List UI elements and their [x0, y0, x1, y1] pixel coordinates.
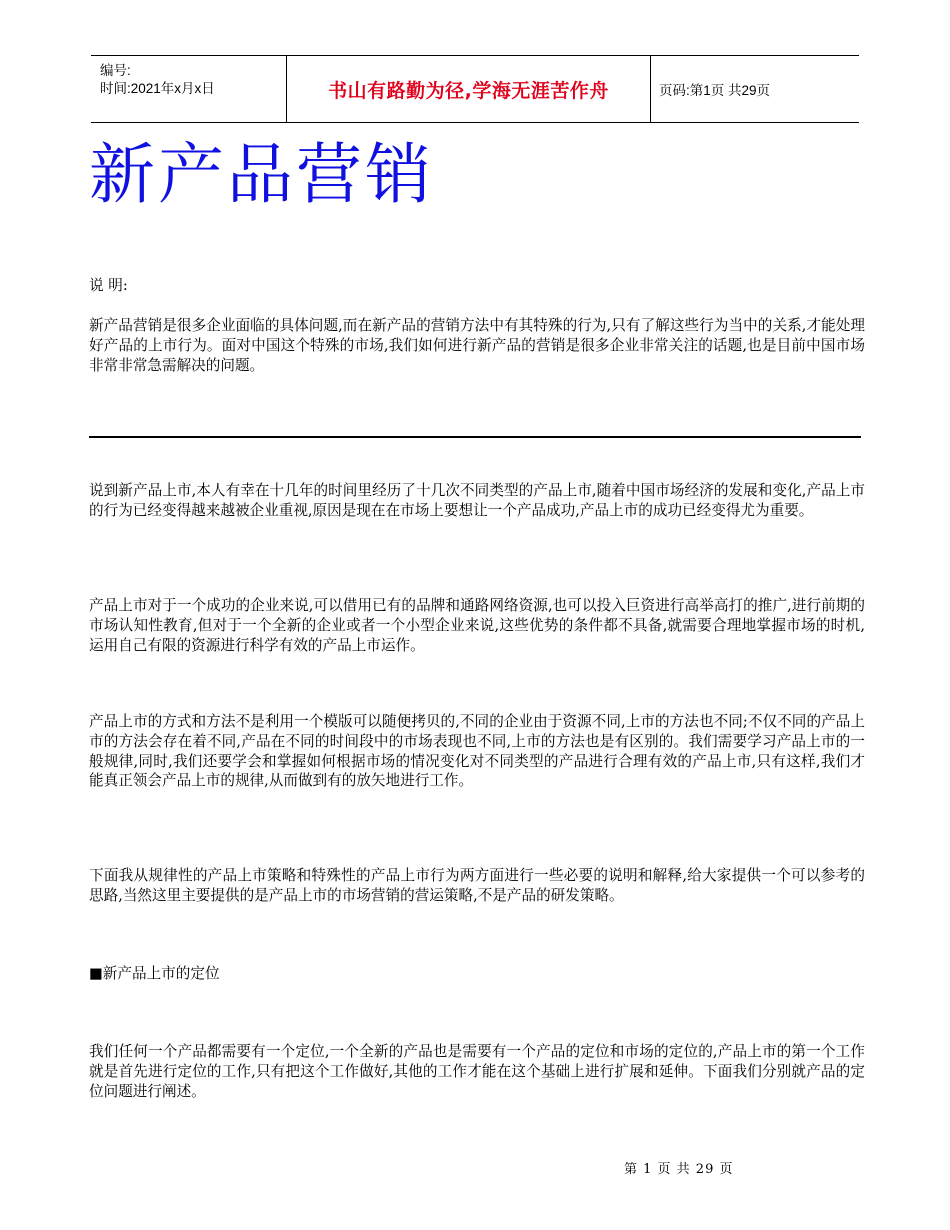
document-title: 新产品营销 [89, 136, 434, 213]
intro-label: 说 明: [89, 277, 128, 294]
paragraph-5: 我们任何一个产品都需要有一个定位,一个全新的产品也是需要有一个产品的定位和市场的定位的,产品上市的第一个工作就是首先进行定位的工作,只有把这个工作做好,其他的工作才能在这个基础上进行扩展和延伸。下面我们分别就产品的定位问题进行阐述。 [89, 1043, 865, 1100]
header-table [91, 55, 859, 123]
header-page-code: 页码:第1页 共29页 [659, 83, 771, 98]
header-page-cell [650, 56, 859, 122]
paragraph-3: 产品上市的方式和方法不是利用一个模版可以随便拷贝的,不同的企业由于资源不同,上市的方法也不同;不仅不同的产品上市的方法会存在着不同,产品在不同的时间段中的市场表现也不同,上市的方法也是有区别的。我们需要学习产品上市的一般规律,同时,我们还要学会和掌握如何根据市场的情况变化对不同类型的产品进行合理有效的产品上市,只有这样,我们才能真正领会产品上市的规律,从而做到有的放矢地进行工作。 [89, 713, 865, 790]
document-number-label: 编号: [100, 63, 131, 78]
header-motto-cell [286, 56, 651, 122]
paragraph-4: 下面我从规律性的产品上市策略和特殊性的产品上市行为两方面进行一些必要的说明和解释,给大家提供一个可以参考的思路,当然这里主要提供的是产品上市的市场营销的营运策略,不是产品的研发策略。 [89, 867, 865, 904]
page-footer: 第 1 页 共 29 页 [624, 1162, 734, 1177]
paragraph-2: 产品上市对于一个成功的企业来说,可以借用已有的品牌和通路网络资源,也可以投入巨资进行高举高打的推广,进行前期的市场认知性教育,但对于一个全新的企业或者一个小型企业来说,这些优势的条件都不具备,就需要合理地掌握市场的时机,运用自己有限的资源进行科学有效的产品上市运作。 [89, 597, 865, 654]
intro-paragraph: 新产品营销是很多企业面临的具体问题,而在新产品的营销方法中有其特殊的行为,只有了解这些行为当中的关系,才能处理好产品的上市行为。面对中国这个特殊的市场,我们如何进行新产品的营销是很多企业非常关注的话题,也是目前中国市场非常非常急需解决的问题。 [89, 317, 865, 374]
header-motto: 书山有路勤为径,学海无涯苦作舟 [328, 79, 609, 102]
paragraph-1: 说到新产品上市,本人有幸在十几年的时间里经历了十几次不同类型的产品上市,随着中国市场经济的发展和变化,产品上市的行为已经变得越来越被企业重视,原因是现在在市场上要想让一个产品成功,产品上市的成功已经变得尤为重要。 [89, 482, 865, 519]
header-info-cell [91, 56, 286, 122]
section-divider [89, 436, 861, 438]
section-heading-positioning: ■新产品上市的定位 [89, 965, 220, 982]
document-time-label: 时间:2021年x月x日 [100, 81, 215, 96]
